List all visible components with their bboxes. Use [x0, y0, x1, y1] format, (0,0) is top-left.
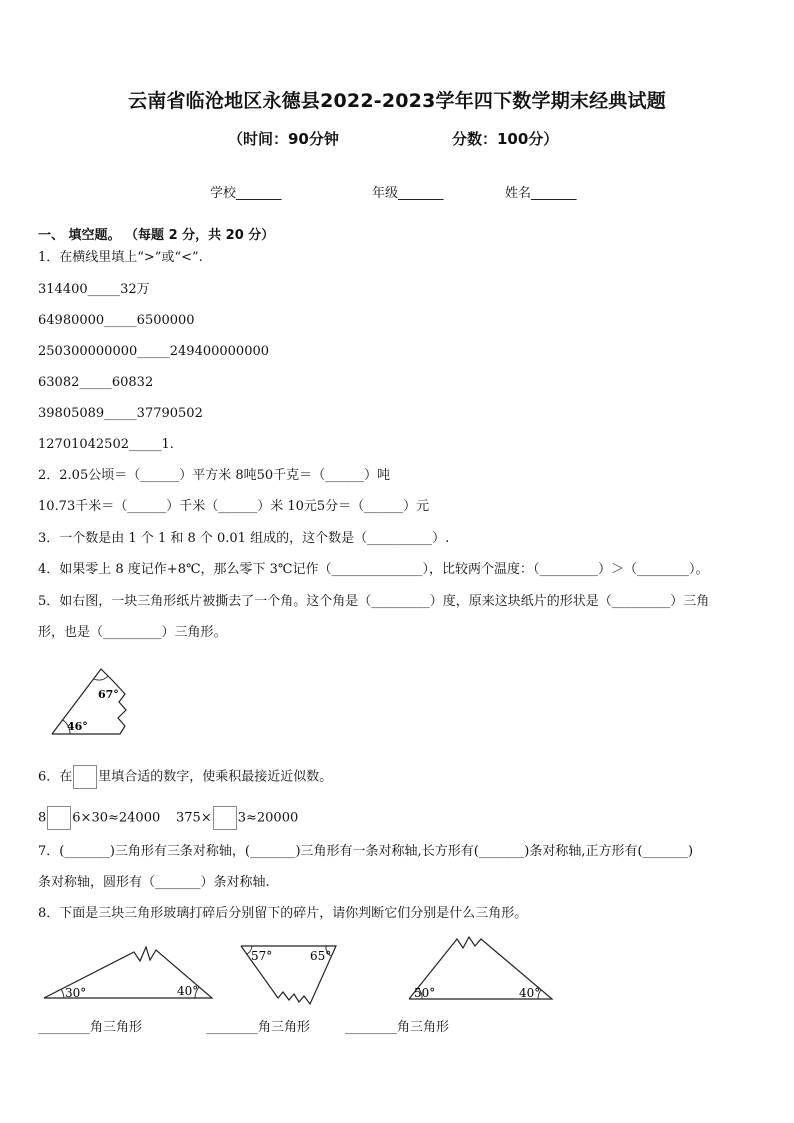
- q6-expression-1: [38, 806, 160, 830]
- q8-answer-1: ________角三角形: [38, 1020, 143, 1035]
- exam-time: （时间：90分钟: [228, 130, 339, 148]
- q8-fragment-3: [405, 935, 557, 1003]
- q6-expression-2: [176, 806, 298, 830]
- q6-e1-b: 6×30≈24000: [72, 810, 161, 826]
- q6-e2-b: 3≈20000: [237, 810, 299, 826]
- q5-line1: 5．如右图，一块三角形纸片被撕去了一个角。这个角是（_________）度，原来这块纸片的形状是（_________）三角: [38, 594, 710, 609]
- q7-line2: 条对称轴，圆形有（_______）条对称轴.: [38, 875, 270, 890]
- q6-e2-a: 375×: [176, 810, 212, 826]
- q6-stem-b: 里填合适的数字，使乘积最接近近似数。: [98, 769, 333, 785]
- q5-line2: 形，也是（_________）三角形。: [38, 625, 227, 640]
- q2-line1: 2．2.05公顷＝（______）平方米 8吨50千克＝（______）吨: [38, 468, 391, 483]
- fragment-2-angle-left: 57°: [251, 949, 273, 963]
- angle-arc-top: [94, 676, 108, 680]
- q6-stem-a: 6．在: [38, 769, 73, 785]
- page-title: 云南省临沧地区永德县2022-2023学年四下数学期末经典试题: [128, 90, 666, 112]
- exam-score: 分数：100分）: [452, 130, 559, 148]
- q3-text: 3．一个数是由 1 个 1 和 8 个 0.01 组成的，这个数是（__________）.: [38, 531, 450, 546]
- q8-stem: 8．下面是三块三角形玻璃打碎后分别留下的碎片，请你判断它们分别是什么三角形。: [38, 906, 528, 921]
- school-field: 学校_______: [210, 186, 282, 201]
- fragment-3-angle-right: 40°: [519, 986, 541, 1000]
- fragment-1-angle-left: 30°: [65, 986, 87, 1000]
- q1-stem: 1．在横线里填上“>”或“<”.: [38, 250, 203, 265]
- fragment-2-angle-right: 65°: [310, 949, 332, 963]
- q8-answer-2: ________角三角形: [206, 1020, 311, 1035]
- name-field: 姓名_______: [505, 186, 577, 201]
- angle-label-top: 67°: [98, 688, 119, 701]
- q1-item: 314400_____32万: [38, 282, 150, 297]
- q1-item: 63082_____60832: [38, 375, 154, 390]
- q1-item: 64980000_____6500000: [38, 313, 195, 328]
- q6-e1-a: 8: [38, 810, 47, 826]
- fragment-3-angle-left: 50°: [414, 986, 436, 1000]
- fragment-1-arc-left: [61, 989, 64, 998]
- q2-line2: 10.73千米＝（______）千米（______）米 10元5分＝（______）元: [38, 499, 430, 514]
- torn-triangle-outline: [52, 669, 126, 734]
- q8-fragment-1: [40, 940, 220, 1004]
- grade-field: 年级_______: [372, 186, 444, 201]
- angle-label-bottom: 46°: [67, 720, 88, 733]
- q1-item: 250300000000_____249400000000: [38, 344, 270, 359]
- digit-box[interactable]: [73, 765, 97, 789]
- q1-item: 12701042502_____1.: [38, 437, 174, 452]
- digit-box[interactable]: [213, 806, 237, 830]
- q5-torn-triangle-figure: [48, 662, 138, 738]
- fragment-1-angle-right: 40°: [177, 984, 199, 998]
- q4-text: 4．如果零上 8 度记作+8℃，那么零下 3℃记作（______________），比较两个温度：（_________）＞（________）。: [38, 562, 709, 577]
- digit-box[interactable]: [47, 806, 71, 830]
- q8-fragment-2: [238, 940, 340, 1008]
- q7-line1: 7．(_______)三角形有三条对称轴，(_______)三角形有一条对称轴,长方形有(_______)条对称轴,正方形有(_______): [38, 844, 694, 859]
- section-heading: 一、 填空题。 （每题 2 分，共 20 分）: [38, 228, 275, 243]
- q1-item: 39805089_____37790502: [38, 406, 203, 421]
- q8-answer-3: ________角三角形: [345, 1020, 450, 1035]
- q6-stem: [38, 765, 332, 789]
